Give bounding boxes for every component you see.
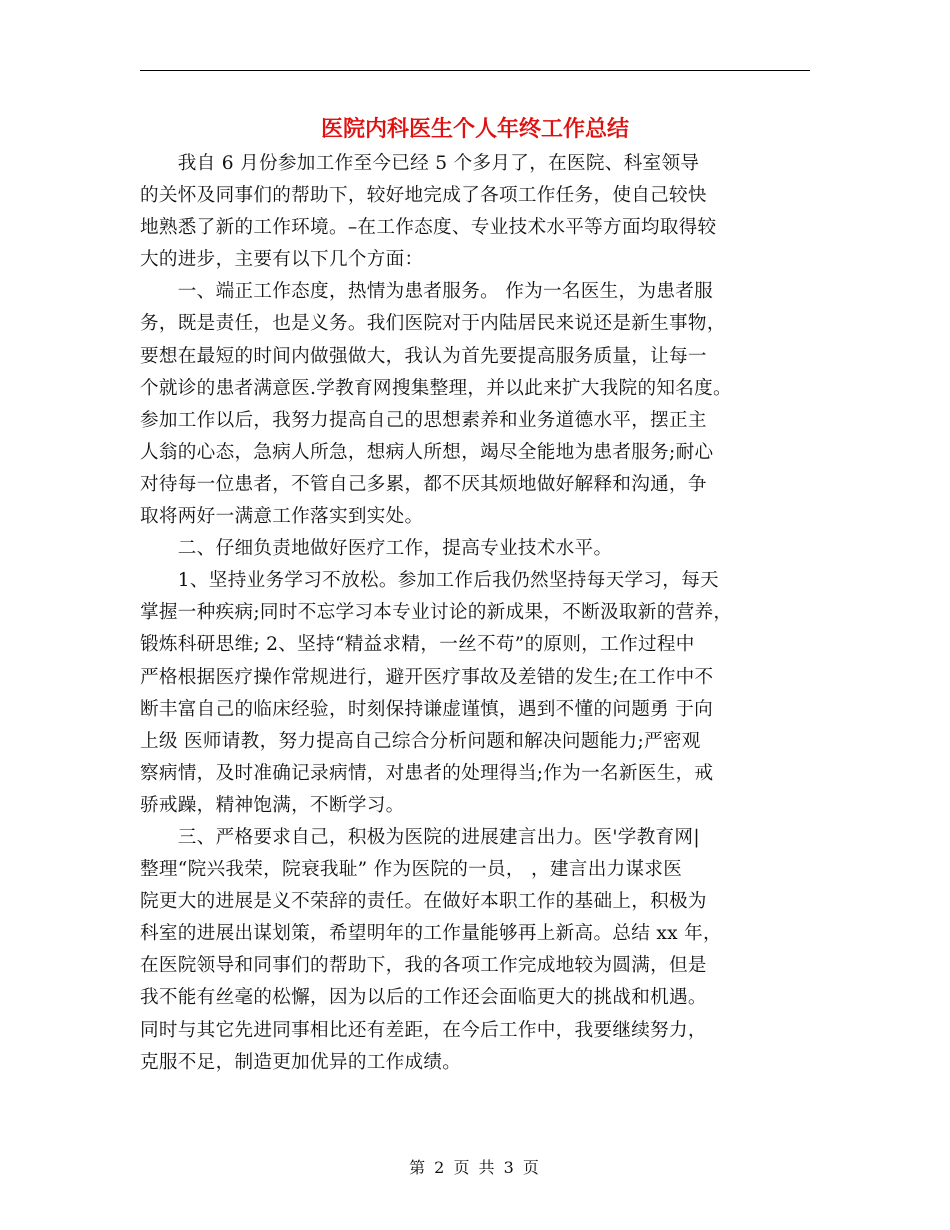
body-text-line: 上级 医师请教，努力提高自己综合分析问题和解决问题能力;严密观 bbox=[140, 730, 701, 752]
body-text-line: 克服不足，制造更加优异的工作成绩。 bbox=[140, 1051, 462, 1073]
body-text-line: 掌握一种疾病;同时不忘学习本专业讨论的新成果，不断汲取新的营养， bbox=[140, 602, 733, 624]
body-text-line: 在医院领导和同事们的帮助下，我的各项工作完成地较为圆满，但是 bbox=[140, 955, 707, 977]
body-text-line: 骄戒躁，精神饱满，不断学习。 bbox=[140, 794, 405, 816]
header-rule bbox=[140, 70, 810, 71]
body-text-line: 我自 6 月份参加工作至今已经 5 个多月了，在医院、科室领导 bbox=[140, 153, 700, 174]
body-text-line: 二、仔细负责地做好医疗工作，提高专业技术水平。 bbox=[140, 538, 613, 560]
body-text-line: 个就诊的患者满意医.学教育网搜集整理，并以此来扩大我院的知名度。 bbox=[140, 377, 732, 399]
body-text-line: 一、端正工作态度，热情为患者服务。 作为一名医生，为患者服 bbox=[140, 281, 714, 303]
page-footer: 第 2 页 共 3 页 bbox=[409, 1158, 541, 1177]
body-text-line: 的关怀及同事们的帮助下，较好地完成了各项工作任务，使自己较快 bbox=[140, 185, 707, 207]
document-title: 医院内科医生个人年终工作总结 bbox=[320, 116, 629, 142]
body-text-line: 察病情，及时准确记录病情，对患者的处理得当;作为一名新医生，戒 bbox=[140, 762, 714, 784]
body-text-line: 地熟悉了新的工作环境。–在工作态度、专业技术水平等方面均取得较 bbox=[140, 217, 717, 239]
body-text-line: 务，既是责任，也是义务。我们医院对于内陆居民来说还是新生事物， bbox=[140, 313, 726, 335]
body-text-line: 1、坚持业务学习不放松。参加工作后我仍然坚持每天学习，每天 bbox=[140, 570, 719, 592]
document-body bbox=[140, 148, 816, 1079]
body-text-line: 整理“院兴我荣，院衰我耻” 作为医院的一员， ，建言出力谋求医 bbox=[140, 859, 683, 881]
body-text-line: 要想在最短的时间内做强做大，我认为首先要提高服务质量，让每一 bbox=[140, 345, 707, 367]
body-text-line: 取将两好一满意工作落实到实处。 bbox=[140, 506, 424, 528]
body-text-line: 我不能有丝毫的松懈，因为以后的工作还会面临更大的挑战和机遇。 bbox=[140, 987, 707, 1009]
body-text-line: 严格根据医疗操作常规进行，避开医疗事故及差错的发生;在工作中不 bbox=[140, 666, 714, 688]
body-text-line: 参加工作以后，我努力提高自己的思想素养和业务道德水平，摆正主 bbox=[140, 409, 707, 431]
body-text-line: 人翁的心态，急病人所急，想病人所想，竭尽全能地为患者服务;耐心 bbox=[140, 441, 714, 463]
body-text-line: 三、严格要求自己，积极为医院的进展建言出力。医'学教育网| bbox=[140, 826, 700, 848]
body-text-line: 断丰富自己的临床经验，时刻保持谦虚谨慎，遇到不懂的问题勇 于向 bbox=[140, 698, 714, 720]
body-text-line: 锻炼科研思维; 2、坚持“精益求精，一丝不苟”的原则，工作过程中 bbox=[140, 634, 695, 656]
body-text-line: 对待每一位患者，不管自己多累，都不厌其烦地做好解释和沟通，争 bbox=[140, 473, 707, 495]
body-text-line: 院更大的进展是义不荣辞的责任。在做好本职工作的基础上，积极为 bbox=[140, 891, 707, 913]
body-text-line: 大的进步，主要有以下几个方面： bbox=[140, 249, 424, 271]
body-text-line: 科室的进展出谋划策，希望明年的工作量能够再上新高。总结 xx 年， bbox=[140, 923, 722, 945]
body-text-line: 同时与其它先进同事相比还有差距，在今后工作中，我要继续努力， bbox=[140, 1019, 707, 1041]
